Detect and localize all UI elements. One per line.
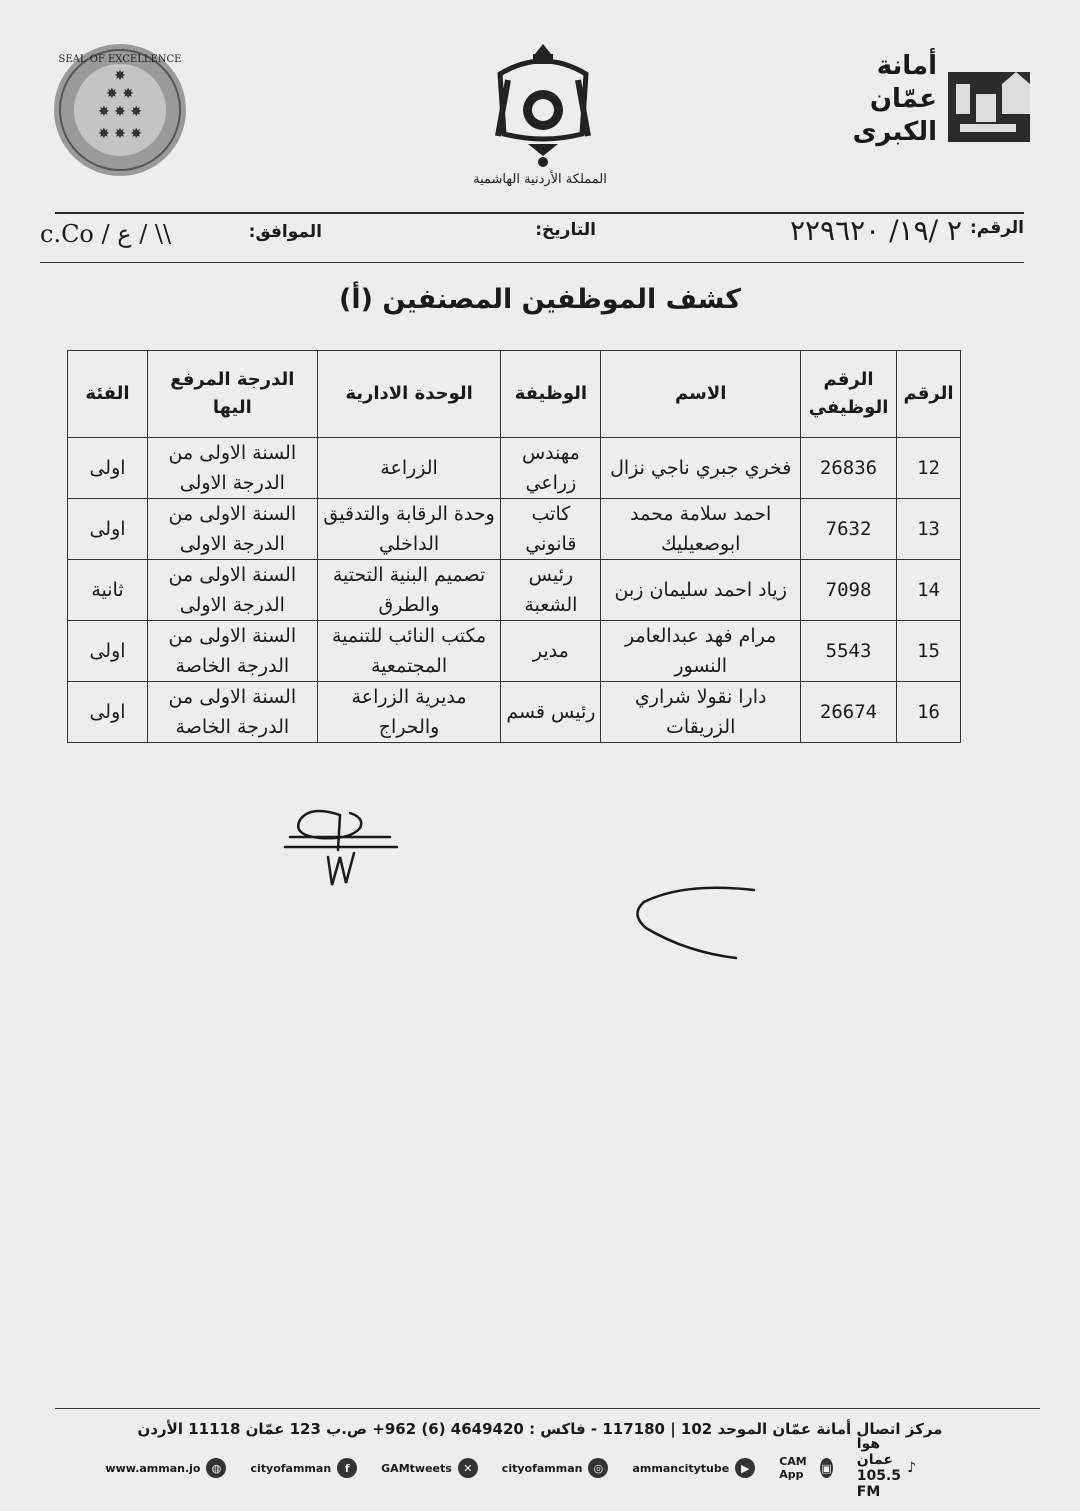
table-row	[68, 499, 961, 560]
cell-grade: السنة الاولى من الدرجة الخاصة	[147, 682, 317, 743]
cell-name: دارا نقولا شراري الزريقات	[601, 682, 801, 743]
seal-of-excellence-icon	[52, 42, 188, 178]
reference-divider	[40, 262, 1024, 263]
cell-unit: مديرية الزراعة والحراج	[317, 682, 501, 743]
coat-of-arms-icon	[488, 40, 598, 170]
cell-grade: السنة الاولى من الدرجة الاولى	[147, 499, 317, 560]
signature-2	[622, 880, 762, 970]
cell-serial: 15	[897, 621, 961, 682]
cell-serial: 12	[897, 438, 961, 499]
svg-text:SEAL OF EXCELLENCE: SEAL OF EXCELLENCE	[58, 54, 182, 65]
gam-logo	[852, 48, 1032, 158]
footer-divider	[55, 1408, 1040, 1409]
svg-text:✸ ✸: ✸ ✸	[106, 86, 134, 102]
web-icon: ◍	[206, 1458, 226, 1478]
social-item-cam-app[interactable]: ▣ CAM App	[779, 1455, 832, 1481]
cell-name: احمد سلامة محمد ابوصعيليك	[601, 499, 801, 560]
city-skyline-icon	[946, 54, 1032, 150]
logo-text: أمانة عمّان الكبرى	[852, 51, 937, 147]
cell-category: ثانية	[68, 560, 148, 621]
table-row	[68, 621, 961, 682]
table-row	[68, 682, 961, 743]
table-row	[68, 560, 961, 621]
radio-station: ♪ هوا عمان 105.5 FM	[856, 1436, 916, 1500]
cell-unit: تصميم البنية التحتية والطرق	[317, 560, 501, 621]
table-header-row	[68, 351, 961, 438]
youtube-icon: ▶	[735, 1458, 755, 1478]
cell-grade: السنة الاولى من الدرجة الخاصة	[147, 621, 317, 682]
cell-serial: 16	[897, 682, 961, 743]
number-value: ٢ /١٩/ ٢٢٩٦٢٠	[789, 214, 962, 247]
kingdom-name: المملكة الأردنية الهاشمية	[473, 172, 607, 187]
cell-category: اولى	[68, 682, 148, 743]
social-item-facebook[interactable]: f cityofamman	[250, 1458, 357, 1478]
header-serial: الرقم	[897, 351, 961, 438]
cell-employee-number: 26674	[801, 682, 897, 743]
cell-unit: وحدة الرقابة والتدقيق الداخلي	[317, 499, 501, 560]
app-icon: ▣	[820, 1458, 833, 1478]
cell-name: مرام فهد عبدالعامر النسور	[601, 621, 801, 682]
header-name: الاسم	[601, 351, 801, 438]
cell-job: رئيس الشعبة	[501, 560, 601, 621]
header-unit: الوحدة الادارية	[317, 351, 501, 438]
cell-unit: الزراعة	[317, 438, 501, 499]
cell-serial: 14	[897, 560, 961, 621]
number-label: الرقم:	[969, 218, 1024, 238]
header-grade: الدرجة المرفع اليها	[147, 351, 317, 438]
cell-job: مهندس زراعي	[501, 438, 601, 499]
contact-info: مركز اتصال أمانة عمّان الموحد 102 | 117180 - فاكس : 4649420 (6) 962+ ص.ب 123 عمّان 11118 الأردن	[137, 1420, 943, 1438]
x-icon: ✕	[458, 1458, 478, 1478]
corresponding-value: c.Co / ع / \\	[40, 220, 172, 248]
cell-employee-number: 5543	[801, 621, 897, 682]
social-links	[105, 1436, 916, 1500]
cell-serial: 13	[897, 499, 961, 560]
cell-job: رئيس قسم	[501, 682, 601, 743]
header-category: الفئة	[68, 351, 148, 438]
employees-table	[67, 350, 961, 743]
instagram-icon: ◎	[588, 1458, 608, 1478]
corresponding-label: الموافق:	[248, 222, 322, 242]
reference-line	[40, 216, 1024, 262]
facebook-icon: f	[337, 1458, 357, 1478]
cell-grade: السنة الاولى من الدرجة الاولى	[147, 560, 317, 621]
cell-job: كاتب قانوني	[501, 499, 601, 560]
cell-category: اولى	[68, 621, 148, 682]
svg-text:✸ ✸ ✸: ✸ ✸ ✸	[97, 104, 143, 120]
cell-employee-number: 7632	[801, 499, 897, 560]
cell-employee-number: 7098	[801, 560, 897, 621]
table-row	[68, 438, 961, 499]
signature-1	[280, 795, 405, 890]
date-label: التاريخ:	[535, 220, 596, 240]
cell-employee-number: 26836	[801, 438, 897, 499]
cell-job: مدير	[501, 621, 601, 682]
social-item-website[interactable]: ◍ www.amman.jo	[105, 1458, 226, 1478]
cell-name: زياد احمد سليمان زبن	[601, 560, 801, 621]
header-job: الوظيفة	[501, 351, 601, 438]
social-item-x[interactable]: ✕ GAMtweets	[381, 1458, 478, 1478]
cell-category: اولى	[68, 438, 148, 499]
radio-icon: ♪	[907, 1460, 916, 1476]
cell-grade: السنة الاولى من الدرجة الاولى	[147, 438, 317, 499]
svg-text:✸: ✸	[114, 68, 126, 84]
social-item-youtube[interactable]: ▶ ammancitytube	[632, 1458, 755, 1478]
social-item-instagram[interactable]: ◎ cityofamman	[502, 1458, 609, 1478]
svg-text:✸ ✸ ✸: ✸ ✸ ✸	[97, 126, 143, 142]
cell-name: فخري جبري ناجي نزال	[601, 438, 801, 499]
cell-category: اولى	[68, 499, 148, 560]
header-employee-number: الرقم الوظيفي	[801, 351, 897, 438]
cell-unit: مكتب النائب للتنمية المجتمعية	[317, 621, 501, 682]
page-title: كشف الموظفين المصنفين (أ)	[339, 284, 741, 315]
